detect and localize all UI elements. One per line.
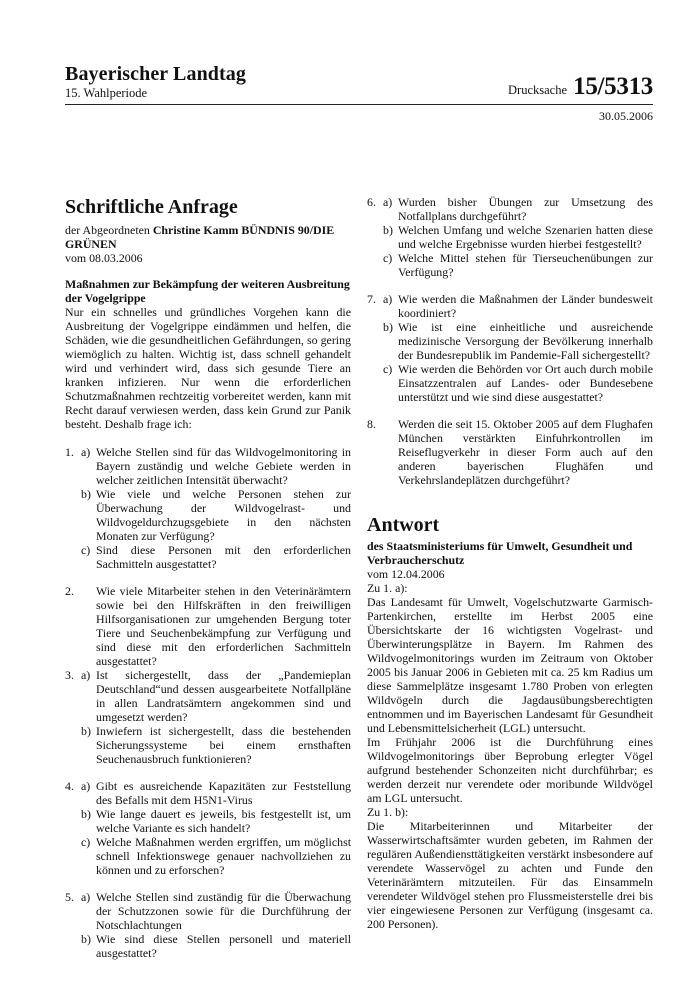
question-text: Gibt es ausreichende Kapazitäten zur Feststellung des Befalls mit dem H5N1-Virus (96, 779, 351, 807)
question-item (65, 487, 351, 543)
question-text: Ist sichergestellt, dass der „Pandemieplan Deutschland“und dessen ausgearbeitete Notfallpläne in allen Landratsämtern angekommen sind und umgesetzt werden? (96, 668, 351, 724)
question-letter: c) (383, 362, 393, 376)
question-item (367, 251, 653, 279)
answer-paragraph: Im Frühjahr 2006 ist die Durchführung eines Wildvogelmonitorings über Beprobung erlegter Vögel aufgrund bestehender Schonzeiten nicht durchführbar; es werden derzeit nur verendete oder moribunde Wildvögel am LGL untersucht. (367, 735, 653, 805)
question-item (65, 445, 351, 487)
drucksache-number: 15/5313 (573, 73, 653, 100)
question-item (65, 724, 351, 766)
question-letter: b) (81, 932, 91, 946)
question-item (65, 779, 351, 807)
question-4 (65, 779, 351, 877)
answer-paragraph: Die Mitarbeiterinnen und Mitarbeiter der Wasserwirtschaftsämter wurden gebeten, im Rahmen der regulären Außendiensttätigkeiten verstärkt insbesondere auf verendete Wasservögel zu achten und Funde den Veterinärämtern mitzuteilen. Für das Einsammeln verendeter Wildvögel stehen pro Flussmeisterstelle drei bis vier eingewiesene Personen zur Verfügung (insgesamt ca. 200 Personen). (367, 819, 653, 931)
antwort-title: Antwort (367, 514, 440, 536)
question-item (65, 890, 351, 932)
document-date: 30.05.2006 (599, 109, 653, 123)
question-letter: a) (81, 668, 91, 682)
question-text: Wie werden die Behörden vor Ort auch durch mobile Einsatzzentralen auf Landes- oder Bundesebene unterstützt und wie sind diese ausgestattet? (398, 362, 653, 404)
question-letter: c) (81, 543, 91, 557)
question-item (65, 668, 351, 724)
anfrage-author (65, 223, 351, 251)
question-text: Wie viele und welche Personen stehen zur Überwachung der Wildvogelrast- und Wildvogeldurchzugsgebiete in den nächsten Monaten zur Verfügung? (96, 487, 351, 543)
question-text: Wie sind diese Stellen personell und materiell ausgestattet? (96, 932, 351, 960)
question-2 (65, 584, 351, 668)
question-number: 7. (367, 292, 376, 306)
question-item (367, 320, 653, 362)
antwort-author: des Staatsministeriums für Umwelt, Gesundheit und Verbraucherschutz (367, 539, 633, 567)
right-column (367, 195, 653, 931)
question-item (367, 362, 653, 404)
question-text: Sind diese Personen mit den erforderlichen Sachmitteln ausgestattet? (96, 543, 351, 571)
author-name: Christine Kamm BÜNDNIS 90/DIE GRÜNEN (65, 223, 335, 251)
question-number: 1. (65, 445, 74, 459)
question-6 (367, 195, 653, 279)
question-letter: b) (383, 320, 393, 334)
question-letter: c) (81, 835, 91, 849)
question-letter: b) (383, 223, 393, 237)
parliament-title: Bayerischer Landtag (65, 63, 246, 85)
question-1 (65, 445, 351, 571)
question-number: 3. (65, 668, 74, 682)
question-number: 2. (65, 584, 74, 598)
question-text: Welche Mittel stehen für Tierseuchenübungen zur Verfügung? (398, 251, 653, 279)
question-5 (65, 890, 351, 960)
question-item (65, 584, 351, 668)
question-item (65, 932, 351, 960)
author-prefix: der Abgeordneten (65, 223, 150, 237)
question-letter: a) (383, 292, 393, 306)
anfrage-intro: Nur ein schnelles und gründliches Vorgehen kann die Ausbreitung der Vogelgrippe eindämmen und helfen, die Schäden, wie die gesundheitlichen Gefährdungen, so gering wiemöglich zu halten. Wichtig ist, dass schnell gehandelt wird und verhindert wird, dass sich gesunde Tiere an kranken infizieren. Nur wenn die erforderlichen Schutzmaßnahmen rechtzeitig vorbereitet werden, kann mit Recht darauf verwiesen werden, dass kein Grund zur Panik besteht. Deshalb frage ich: (65, 305, 351, 431)
question-item (65, 543, 351, 571)
question-letter: a) (81, 445, 91, 459)
question-item (367, 292, 653, 320)
question-number: 8. (367, 417, 376, 431)
question-text: Wie viele Mitarbeiter stehen in den Veterinärämtern sowie bei den Hilfskräften in den freiwilligen Hilfsorganisationen zur umgehenden Bergung toter Tiere und Seuchenbekämpfung zur Verfügung und sind diese mit den erforderlichen Sachmitteln ausgestattet? (96, 584, 351, 668)
question-item (367, 195, 653, 223)
question-text: Werden die seit 15. Oktober 2005 auf dem Flughafen München verstärkten Einfuhrkontrollen im Reiseflugverkehr in dieser Form auch auf den anderen bayerischen Flughäfen und Verkehrslandeplätzen durchgeführt? (398, 417, 653, 487)
question-text: Welche Stellen sind zuständig für die Überwachung der Schutzzonen sowie für die Durchführung der Notschlachtungen (96, 890, 351, 932)
question-text: Wie werden die Maßnahmen der Länder bundesweit koordiniert? (398, 292, 653, 320)
question-letter: b) (81, 807, 91, 821)
answer-label: Zu 1. a): (367, 581, 408, 595)
question-text: Welchen Umfang und welche Szenarien hatten diese und welche Ergebnisse wurden hierbei festgestellt? (398, 223, 653, 251)
left-column (65, 195, 351, 960)
question-letter: b) (81, 487, 91, 501)
question-letter: a) (81, 890, 91, 904)
question-letter: b) (81, 724, 91, 738)
question-3 (65, 668, 351, 766)
anfrage-subject: Maßnahmen zur Bekämpfung der weiteren Ausbreitung der Vogelgrippe (65, 277, 350, 305)
question-item (65, 807, 351, 835)
legislative-period: 15. Wahlperiode (65, 86, 148, 100)
answer-label: Zu 1. b): (367, 805, 409, 819)
question-item (367, 417, 653, 487)
question-text: Wie ist eine einheitliche und ausreichende medizinische Versorgung der Bevölkerung innerhalb der Bundesrepublik im Pandemie-Fall sichergestellt? (398, 320, 653, 362)
question-item (367, 223, 653, 251)
question-item (65, 835, 351, 877)
question-number: 5. (65, 890, 74, 904)
question-7 (367, 292, 653, 404)
question-number: 4. (65, 779, 74, 793)
question-letter: a) (383, 195, 393, 209)
antwort-date: vom 12.04.2006 (367, 567, 445, 581)
question-number: 6. (367, 195, 376, 209)
header-divider (65, 104, 653, 105)
answer-paragraph: Das Landesamt für Umwelt, Vogelschutzwarte Garmisch-Partenkirchen, erstellte im Herbst 2005 eine Übersichtskarte der 16 wichtigsten Vogelrast- und Überwinterungsplätze in Bayern. Im Rahmen des Wildvogelmonitorings wurden im Zeitraum von Oktober 2005 bis Januar 2006 in Gebieten mit ca. 25 km Radius um diese Sammelplätze insgesamt 1.780 Proben von erlegten Wildvögeln durch die Jagdausübungsberechtigten entnommen und im Bayerischen Landesamt für Gesundheit und Lebensmittelsicherheit (LGL) untersucht. (367, 595, 653, 735)
anfrage-title: Schriftliche Anfrage (65, 196, 238, 218)
question-text: Wie lange dauert es jeweils, bis festgestellt ist, um welche Variante es sich handelt? (96, 807, 351, 835)
question-letter: a) (81, 779, 91, 793)
anfrage-date: vom 08.03.2006 (65, 251, 143, 265)
question-text: Welche Stellen sind für das Wildvogelmonitoring in Bayern zuständig und welche Gebiete werden in welcher zeitlichen Intensität überwacht? (96, 445, 351, 487)
drucksache-label: Drucksache (508, 83, 568, 97)
question-letter: c) (383, 251, 393, 265)
question-8 (367, 417, 653, 487)
question-text: Welche Maßnahmen werden ergriffen, um möglichst schnell Infektionswege genauer nachvollziehen zu können und zu erforschen? (96, 835, 351, 877)
question-text: Inwiefern ist sichergestellt, dass die bestehenden Sicherungssysteme bei einem ernsthaften Seuchenausbruch funktionieren? (96, 724, 351, 766)
drucksache (508, 73, 653, 101)
question-text: Wurden bisher Übungen zur Umsetzung des Notfallplans durchgeführt? (398, 195, 653, 223)
